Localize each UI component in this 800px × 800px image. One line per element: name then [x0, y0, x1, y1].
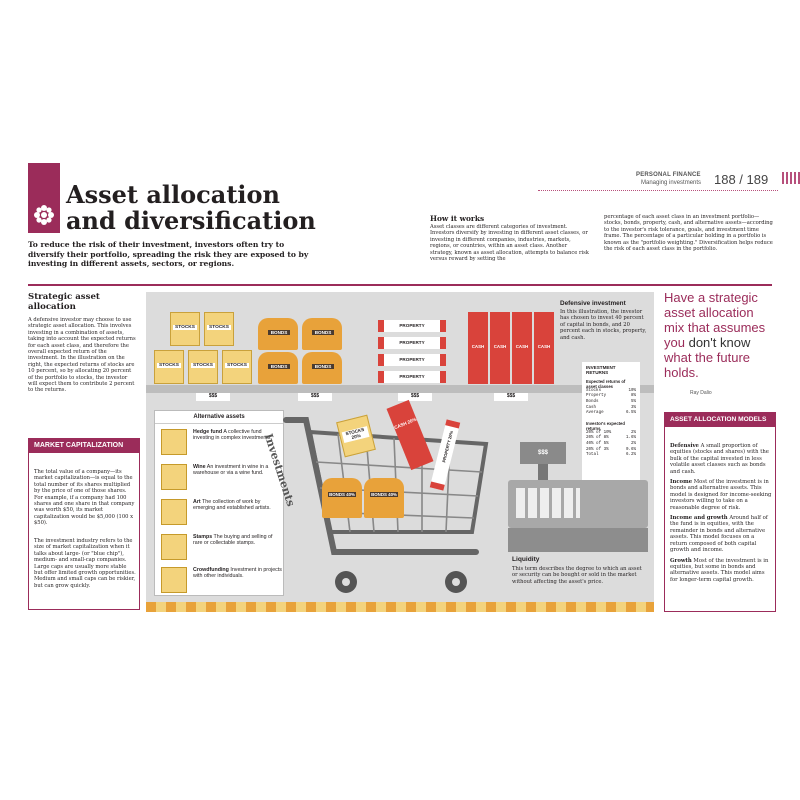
crowdfunding-icon	[161, 567, 187, 593]
receipt-row: 20% of 8% 1.6%	[586, 436, 636, 441]
property-pack: PROPERTY	[378, 337, 446, 349]
page-edge-stripes	[782, 172, 800, 184]
model-name: Growth	[670, 557, 692, 564]
receipt-row: Cash 3%	[586, 405, 636, 410]
pull-quote	[664, 290, 776, 380]
receipt-rows-1	[586, 389, 636, 417]
how-it-works-heading: How it works	[430, 214, 485, 223]
receipt-row: 20% of 10% 2%	[586, 430, 636, 435]
strategic-body: A defensive investor may choose to use strategic asset allocation. This involves investing in a combination of assets, taking into account the expected returns for each asset class, and therefore the overall expected return of the investment. In the illustration on the right, the expected returns of stocks are 10 percent, so by allocating 20 percent of the portfolio to stocks, the investor will expect them to contribute 2 percent to the returns.	[28, 317, 136, 394]
alt-item-name: Wine	[193, 464, 206, 470]
stocks-box: STOCKS	[188, 350, 218, 384]
alt-item-text: A collective fund investing in complex investments.	[193, 429, 272, 442]
hedge-fund-icon	[161, 429, 187, 455]
bonds-loaf: BONDS	[302, 352, 342, 384]
cash-can: CASH	[468, 312, 488, 384]
model-text: Most of the investment is in equities, but some in bonds and alternative assets. This model aims for longer-term capital growth.	[670, 557, 769, 583]
wine-icon	[161, 464, 187, 490]
market-cap-body1: The total value of a company—its market capitalization—is equal to the total number of its shares multiplied by the price of one of those shares. For example, if a company had 100 shares and one share in that company was worth $50, its market capitalization would be $5,000 (100 x $50).	[34, 469, 135, 527]
cart-bonds-loaf: BONDS 40%	[364, 478, 404, 518]
receipt-sub2: Investor's expected returns	[586, 420, 625, 431]
model-growth	[670, 558, 772, 584]
model-name: Income and growth	[670, 515, 728, 522]
cart-label: Investments	[261, 432, 298, 509]
defensive-heading: Defensive investment	[560, 300, 626, 307]
section-divider	[28, 284, 772, 286]
market-cap-body2: The investment industry refers to the size of market capitalization when it talks about large- (or "blue chip"), medium- and small-cap companies. Large caps are usually more stable but offer limited growth opportunities. Medium and small caps can be riskier, but can grow quickly.	[34, 538, 136, 589]
receipt-title: INVESTMENT RETURNS	[586, 365, 616, 376]
bonds-loaf: BONDS	[258, 352, 298, 384]
model-income-growth	[670, 515, 772, 553]
flower-icon	[28, 163, 60, 233]
stocks-box: STOCKS	[222, 350, 252, 384]
alt-item-name: Art	[193, 499, 201, 505]
property-pack: PROPERTY	[378, 371, 446, 383]
intro-text: To reduce the risk of their investment, investors often try to diversify their portfolio, spreading the risk they are exposed to by investing in different assets, sectors, or regions.	[28, 240, 309, 269]
quote-text-c: what the future holds.	[664, 350, 750, 380]
quote-text-b: don't know	[688, 335, 751, 350]
bonds-loaf: BONDS	[302, 318, 342, 350]
receipt-sub1: Expected returns of asset classes	[586, 378, 626, 389]
alt-item-crowdfunding	[161, 565, 281, 597]
model-name: Income	[670, 479, 693, 486]
receipt-row: Bonds 5%	[586, 400, 636, 404]
register-display: $$$	[520, 442, 566, 464]
stocks-box: STOCKS	[170, 312, 200, 346]
cart-stocks-box: STOCKS 20%	[336, 415, 376, 458]
receipt-row: Total 6.2%	[586, 453, 636, 458]
cart-bonds-loaf: BONDS 40%	[322, 478, 362, 518]
illustration-panel	[146, 292, 654, 612]
receipt-row: 40% of 5% 2%	[586, 441, 636, 446]
stamp-icon	[161, 534, 187, 560]
liquidity-body: This term describes the degree to which an asset or security can be bought or sold in the market without affecting the asset's price.	[512, 566, 642, 585]
alt-item-name: Crowdfunding	[193, 567, 229, 573]
model-name: Defensive	[670, 443, 699, 449]
alt-item-name: Stamps	[193, 534, 213, 540]
alt-item-art	[161, 497, 281, 529]
cash-can: CASH	[512, 312, 532, 384]
stocks-box: STOCKS	[204, 312, 234, 346]
cash-register	[508, 442, 648, 552]
models-panel	[664, 412, 776, 612]
receipt-row: Property 8%	[586, 394, 636, 399]
market-cap-panel	[28, 438, 140, 610]
alt-item-text: The buying and selling of rare or collectable stamps.	[193, 534, 273, 547]
quote-text-a: Have a strategic asset allocation mix that assumes you	[664, 290, 766, 350]
stocks-box: STOCKS	[154, 350, 184, 384]
page-numbers: 188 / 189	[714, 172, 769, 187]
quote-author: Ray Dalio	[690, 390, 712, 396]
page-header	[538, 172, 800, 194]
property-pack: PROPERTY	[378, 354, 446, 366]
strategic-heading: Strategic asset allocation	[28, 292, 100, 312]
receipt-row: Average 6.5%	[586, 411, 636, 416]
shelf-price-tag-2: $$$	[298, 393, 332, 401]
receipt-row: 20% of 3% 0.6%	[586, 447, 636, 452]
cash-can: CASH	[490, 312, 510, 384]
model-text: Most of the investment is in bonds and alternative assets. This model is designed for income-seeking investors willing to take on a reasonable degree of risk.	[670, 479, 772, 511]
shelf-price-tag-1: $$$	[196, 393, 230, 401]
art-icon	[161, 499, 187, 525]
cash-can: CASH	[534, 312, 554, 384]
defensive-body: In this illustration, the investor has chosen to invest 40 percent of capital in bonds, and 20 percent each in stocks, property, and cash.	[560, 309, 647, 341]
how-it-works-col1: Asset classes are different categories of investment. Investors diversify by investing in different asset classes, or investing in different companies, industries, markets, regions, or countries, within an asset class. Another strategy, known as asset allocation, attempts to balance risk versus reward by setting the	[430, 224, 589, 263]
model-income	[670, 479, 772, 511]
alt-item-text: The collection of work by emerging and established artists.	[193, 499, 271, 512]
subsection-label: Managing investments	[641, 180, 702, 186]
alt-item-text: Investment in projects with other individuals.	[193, 567, 282, 580]
cart-property-pack: PROPERTY 20%	[430, 419, 461, 490]
alt-item-name: Hedge fund	[193, 429, 223, 435]
receipt-row: Stocks 10%	[586, 388, 636, 393]
cart-cash-can: CASH 20%	[387, 400, 434, 470]
alternative-heading: Alternative assets	[155, 411, 283, 424]
title-icon-block	[28, 163, 60, 233]
header-rule	[538, 190, 778, 191]
shelf-price-tag-4: $$$	[494, 393, 528, 401]
property-pack: PROPERTY	[378, 320, 446, 332]
model-text: A small proportion of equities (stocks and shares) with the bulk of the capital invested in less volatile asset classes such as bonds and cash.	[670, 443, 769, 475]
page-title-line2: and diversification	[66, 206, 316, 235]
model-text: Around half of the fund is in equities, with the remainder in bonds and alternative assets. This model focuses on a return composed of both capital growth and income.	[670, 515, 768, 554]
bonds-loaf: BONDS	[258, 318, 298, 350]
model-defensive	[670, 443, 772, 475]
page-title-line1: Asset allocation	[66, 180, 280, 209]
section-label: PERSONAL FINANCE	[636, 172, 701, 178]
shelf-price-tag-3: $$$	[398, 393, 432, 401]
alt-item-stamps	[161, 532, 281, 564]
alt-item-text: An investment in wine in a warehouse or via a wine fund.	[193, 464, 269, 477]
models-heading: ASSET ALLOCATION MODELS	[665, 413, 775, 427]
alt-item-wine	[161, 462, 281, 494]
liquidity-heading: Liquidity	[512, 556, 540, 563]
how-it-works-col2: percentage of each asset class in an investment portfolio—stocks, bonds, property, cash, and alternative assets—according to the investor's risk tolerance, goals, and investment time frame. The percentage of a particular holding in a portfolio is known as the "portfolio weighting." Diversification helps reduce the risk of each asset class in the portfolio.	[604, 214, 773, 253]
market-cap-heading: MARKET CAPITALIZATION	[29, 439, 139, 453]
floor-stripe	[146, 602, 654, 612]
